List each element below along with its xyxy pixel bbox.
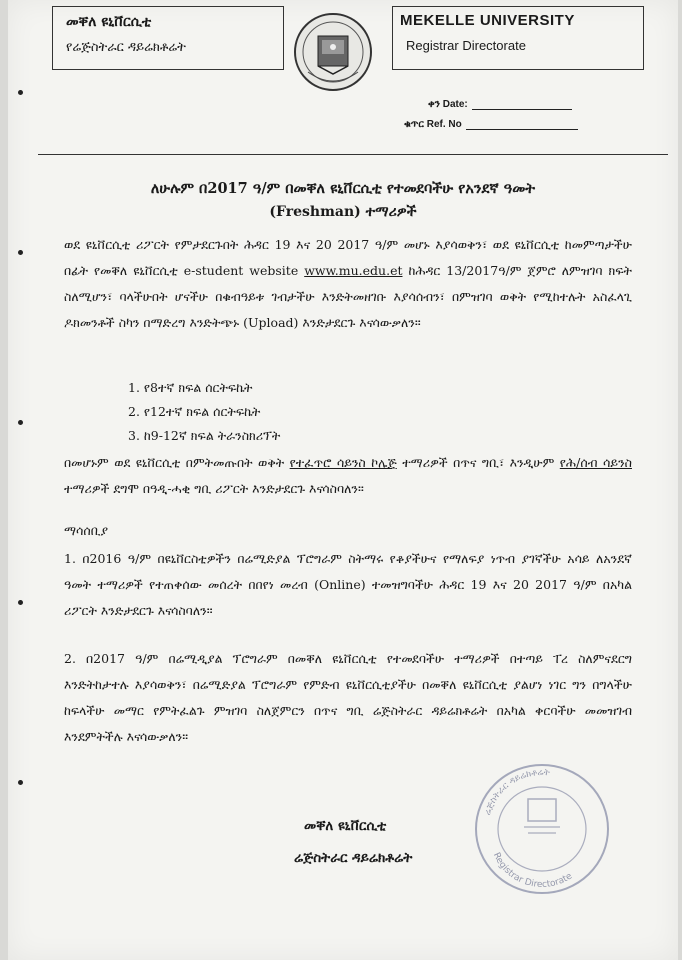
letter-page — [8, 0, 678, 960]
reporting-text-1: በመሆኑም ወደ ዩኒቨርሲቲ በምትመጡበት ወቅት — [64, 455, 290, 470]
document-item: 2. የ12ተኛ ክፍል ሰርትፍኬት — [128, 404, 261, 419]
amharic-university-name: መቐለ ዩኒቨርሲቲ — [66, 14, 152, 30]
signature-university: መቐለ ዩኒቨርሲቲ — [304, 818, 387, 834]
ref-field — [404, 118, 578, 130]
university-logo-icon — [288, 10, 378, 94]
english-university-name: MEKELLE UNIVERSITY — [400, 12, 575, 29]
letter-title: ለሁሉም በ2017 ዓ/ም በመቐለ ዩኒቨርሲቲ የተመደባችሁ የአንደኛ ዓመት — [150, 180, 536, 197]
date-label: ቀን Date: — [428, 99, 468, 110]
signature-office: ሬጅስትራር ዳይሬክቶሬት — [294, 850, 413, 866]
margin-dot — [18, 420, 23, 425]
social-science: የሕ/ሰብ ሳይንስ — [559, 455, 632, 470]
note-item-2: 2. በ2017 ዓ/ም በሬሚዲያል ፕሮግራም በመቐለ ዩኒቨርሲቲ የተመደባችሁ ተማሪዎች በተጣይ ፐረ ስለምናደርግ እንድትከታተሉ እያሳወቅን፣ በሬሚድያል ፕሮግራም የምድብ ዩኒቨርሲቲያችሁ በመቐለ ዩኒቨርሲቲ ያልሆነ ነገር ግን በግላችሁ ከፍላችሁ መማር የምትፈልጉ ምዝገባ ስለጀምርን በጥና ግቢ ሬጅስትራር ዳይሬክቶሬት በአካል ቀርባችሁ መመዝገብ እንደምትችሉ እናሳውቃለን። — [64, 651, 632, 744]
stamp-top-text: ሬጅስትራር ዳይሬክቶሬት — [482, 767, 551, 817]
intro-text-1: ወደ ዩኒቨርሲቲ ሪፖርት የምታደርጉበት ሕዳር 19 እና 20 2017 ዓ/ም መሆኑ እያሳወቅን፣ ወደ ዩኒቨርሲቲ ከመምጣታችሁ በፊት የመቐለ ዩኒቨርሲቲ e-student website — [64, 237, 632, 278]
required-documents-list — [128, 376, 280, 448]
reporting-text-2: ተማሪዎች በጥና ግቢ፣ እንዲሁም — [396, 455, 560, 470]
intro-text-2: ከሕዳር 13/2017ዓ/ም ጀምሮ ለምዝገባ ክፍት ስለሚሆን፣ ባላችሁበት ሆናችሁ በቁብዓይቱ ገብታችሁ እንድትመዘገቡ እያሳሰብን፣ በምዝገባ ወቅት የሚከተሉት አስፈላጊ ዶክመንቶች ስካን በማድረግ እንድትጭኑ (Upload) እንድታደርጉ እናሳውቃለን። — [64, 263, 632, 330]
website-link[interactable]: www.mu.edu.et — [304, 263, 403, 278]
margin-dot — [18, 90, 23, 95]
ref-line — [466, 118, 578, 130]
natural-science-college: የተፈጥሮ ሳይንስ ኮሌጅ — [289, 455, 397, 470]
note-heading: ማሳሰቢያ — [64, 523, 109, 538]
document-item: 1. የ8ተኛ ክፍል ሰርትፍኬት — [128, 380, 253, 395]
date-field — [428, 98, 572, 110]
reporting-paragraph — [64, 450, 632, 502]
reporting-text-3: ተማሪዎች ደግሞ በዓዲ-ሓቂ ግቢ ሪፖርት እንድታደርጉ እናሳስባለን። — [64, 481, 364, 496]
document-item: 3. ከ9-12ኛ ክፍል ትራንስክሪፕት — [128, 428, 281, 443]
english-office-name: Registrar Directorate — [406, 38, 526, 53]
stamp-bottom-text: Registrar Directorate — [490, 851, 575, 891]
margin-dot — [18, 250, 23, 255]
amharic-office-name: የሬጅስትራር ዳይሬክቶሬት — [66, 40, 186, 55]
margin-dot — [18, 780, 23, 785]
letterhead — [38, 6, 668, 155]
intro-paragraph — [64, 232, 632, 336]
note-item-1: 1. በ2016 ዓ/ም በዩኒቨርስቲዎችን በሬሚድያል ፕሮግራም ስትማሩ የቆያችሁና የማለፍያ ነጥብ ያገኛችሁ አሳይ ለአንደኛ ዓመት ተማሪዎች የተጠቀሰው መሰረት በበየነ መረብ (Online) ተመዝግባችሁ ሕዳር 19 እና 20 2017 ዓ/ም በአካል ሪፖርት እንድታደርጉ እናሳስባለን። — [64, 551, 632, 618]
svg-text:ሬጅስትራር ዳይሬክቶሬት — [483, 768, 550, 817]
date-line — [472, 98, 572, 110]
official-stamp-icon — [468, 757, 616, 897]
margin-dot — [18, 600, 23, 605]
letter-subtitle: (Freshman) ተማሪዎች — [269, 204, 417, 220]
ref-label: ቁጥር Ref. No — [404, 119, 462, 130]
